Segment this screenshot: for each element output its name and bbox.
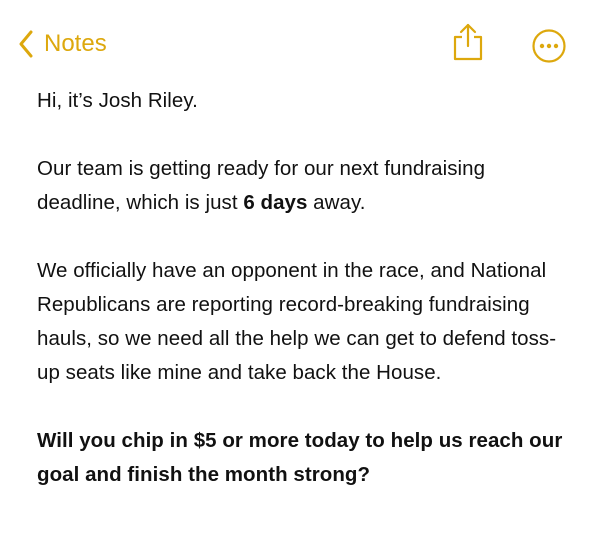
navigation-bar [0, 0, 600, 84]
more-options-button[interactable] [531, 28, 567, 64]
share-button[interactable] [450, 22, 486, 62]
ellipsis-circle-icon [531, 51, 567, 68]
back-label: Notes [44, 30, 107, 57]
opponent-paragraph: We officially have an opponent in the race, and National Republicans are reporting record-breaking fundraising hauls, so we need all the help we can get to defend toss-up seats like mine and take back the House. [37, 259, 557, 384]
deadline-text-start: Our team is getting ready for our next fundraising deadline, which is just [37, 157, 486, 214]
deadline-text-end: away. [307, 191, 366, 214]
greeting-paragraph: Hi, it’s Josh Riley. [37, 89, 198, 112]
note-body[interactable] [37, 84, 572, 492]
back-button[interactable] [18, 26, 107, 62]
share-icon [450, 49, 486, 66]
donation-ask-paragraph: Will you chip in $5 or more today to help us reach our goal and finish the month strong? [37, 429, 563, 486]
deadline-days: 6 days [243, 191, 308, 214]
chevron-left-icon [18, 30, 34, 58]
deadline-paragraph [37, 152, 572, 220]
